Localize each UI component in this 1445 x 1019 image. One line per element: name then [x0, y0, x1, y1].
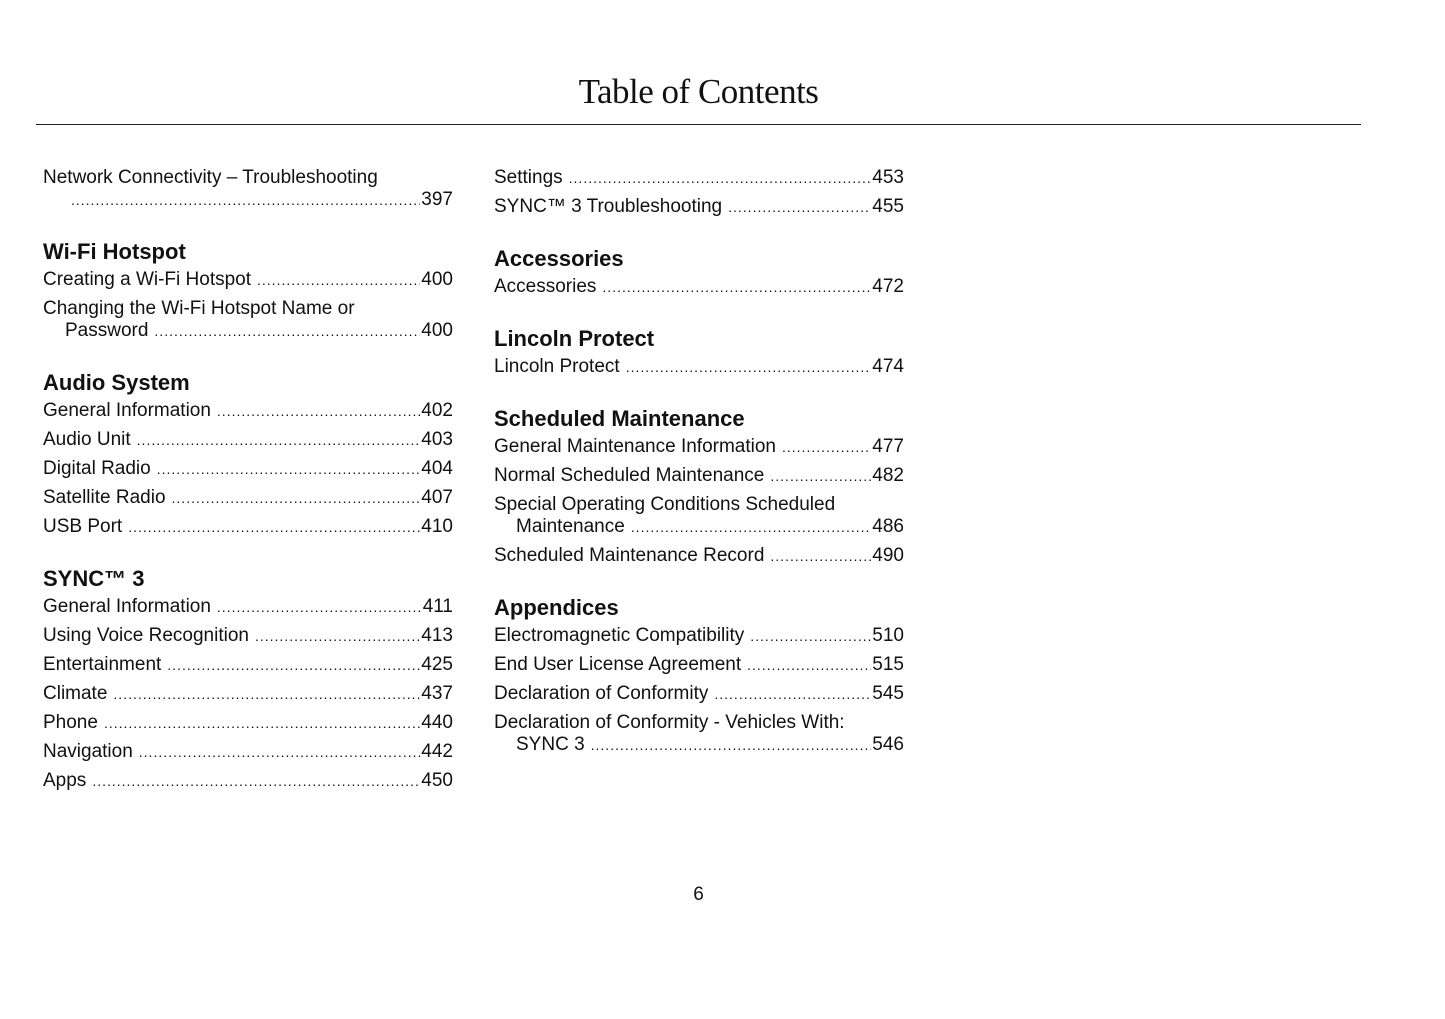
- toc-entry-label: SYNC™ 3 Troubleshooting: [494, 196, 723, 217]
- toc-entry-label: Creating a Wi-Fi Hotspot: [43, 269, 252, 290]
- toc-entry-label: Settings: [494, 167, 563, 188]
- toc-entry[interactable]: [43, 596, 453, 618]
- toc-section-wifi-hotspot: [43, 238, 453, 342]
- dot-leader: [591, 734, 872, 756]
- toc-entry[interactable]: [43, 458, 453, 480]
- dot-leader: [782, 436, 871, 458]
- dot-leader: [139, 741, 421, 763]
- toc-entry-page: 410: [421, 516, 453, 537]
- toc-entry-page: 437: [421, 683, 453, 704]
- toc-entry-label: Network Connectivity – Troubleshooting: [43, 167, 378, 188]
- toc-entry[interactable]: [494, 465, 904, 487]
- toc-entry-page: 404: [421, 458, 453, 479]
- toc-entry-page: 450: [421, 770, 453, 791]
- toc-entry-label: Digital Radio: [43, 458, 151, 479]
- toc-entry-label: Climate: [43, 683, 108, 704]
- toc-entry-label: Apps: [43, 770, 87, 791]
- dot-leader: [113, 683, 420, 705]
- toc-entry[interactable]: [43, 770, 453, 792]
- toc-entry[interactable]: [494, 356, 904, 378]
- dot-leader: [770, 545, 871, 567]
- dot-leader: [714, 683, 871, 705]
- toc-entry[interactable]: [494, 276, 904, 298]
- toc-section-appendices: [494, 594, 904, 756]
- toc-entry[interactable]: [43, 400, 453, 422]
- dot-leader: [569, 167, 872, 189]
- toc-section-sync-3: [43, 565, 453, 792]
- toc-entry-label: Audio Unit: [43, 429, 131, 450]
- dot-leader: [255, 625, 420, 647]
- toc-entry-label: Normal Scheduled Maintenance: [494, 465, 765, 486]
- dot-leader: [154, 320, 420, 342]
- toc-section-accessories: [494, 245, 904, 298]
- section-heading: Appendices: [494, 595, 619, 620]
- toc-section-audio-system: [43, 369, 453, 538]
- toc-entry-page: 482: [872, 465, 904, 486]
- toc-entry[interactable]: [43, 683, 453, 705]
- toc-entry-page: 545: [872, 683, 904, 704]
- toc-entry[interactable]: [494, 654, 904, 676]
- toc-entry-label: General Information: [43, 596, 211, 617]
- toc-entry-page: 472: [872, 276, 904, 297]
- toc-column-left: [43, 167, 453, 819]
- toc-entry-label: Phone: [43, 712, 98, 733]
- toc-entry[interactable]: [494, 167, 904, 189]
- toc-entry-page: 453: [872, 167, 904, 188]
- toc-entry[interactable]: [43, 654, 453, 676]
- section-heading: Accessories: [494, 246, 624, 271]
- toc-entry-label: End User License Agreement: [494, 654, 742, 675]
- dot-leader: [770, 465, 871, 487]
- toc-entry-page: 403: [421, 429, 453, 450]
- toc-entry-label-cont: Password: [65, 320, 149, 341]
- dot-leader: [167, 654, 420, 676]
- section-heading: Lincoln Protect: [494, 326, 655, 351]
- dot-leader: [631, 516, 872, 538]
- page-title: Table of Contents: [578, 72, 819, 111]
- toc-entry-page: 407: [421, 487, 453, 508]
- toc-entry-page: 486: [872, 516, 904, 537]
- toc-entry[interactable]: [43, 429, 453, 451]
- dot-leader: [257, 269, 420, 291]
- toc-section-lincoln-protect: [494, 325, 904, 378]
- toc-entry-label: Accessories: [494, 276, 597, 297]
- toc-entry-label-cont: SYNC 3: [516, 734, 585, 755]
- toc-entry-page: 490: [872, 545, 904, 566]
- toc-entry[interactable]: [43, 269, 453, 291]
- toc-entry[interactable]: [43, 625, 453, 647]
- toc-entry-page: 510: [872, 625, 904, 646]
- toc-entry-page: 440: [421, 712, 453, 733]
- toc-entry[interactable]: [494, 545, 904, 567]
- toc-entry[interactable]: [494, 683, 904, 705]
- toc-entry[interactable]: [43, 516, 453, 538]
- toc-entry[interactable]: [43, 167, 453, 211]
- dot-leader: [602, 276, 871, 298]
- dot-leader: [92, 770, 420, 792]
- toc-entry[interactable]: [494, 625, 904, 647]
- toc-entry[interactable]: [494, 196, 904, 218]
- toc-entry[interactable]: [43, 741, 453, 763]
- toc-entry-page: 411: [422, 596, 453, 617]
- dot-leader: [104, 712, 420, 734]
- toc-entry-page: 413: [421, 625, 453, 646]
- toc-entry-label: Declaration of Conformity - Vehicles With:: [494, 712, 845, 733]
- section-heading: Scheduled Maintenance: [494, 406, 745, 431]
- toc-entry-label: Changing the Wi-Fi Hotspot Name or: [43, 298, 355, 319]
- dot-leader: [157, 458, 421, 480]
- page-number: 6: [693, 884, 704, 905]
- toc-entry-page: 400: [421, 320, 453, 341]
- toc-entry-page: 425: [421, 654, 453, 675]
- toc-column-right: [494, 167, 904, 783]
- toc-entry-label: Lincoln Protect: [494, 356, 620, 377]
- dot-leader: [71, 189, 420, 211]
- toc-entry-page: 400: [421, 269, 453, 290]
- toc-entry[interactable]: [494, 712, 904, 756]
- dot-leader: [172, 487, 421, 509]
- dot-leader: [728, 196, 871, 218]
- toc-entry-page: 474: [872, 356, 904, 377]
- toc-entry-page: 442: [421, 741, 453, 762]
- toc-entry-label-cont: Maintenance: [516, 516, 625, 537]
- toc-entry-page: 515: [872, 654, 904, 675]
- dot-leader: [217, 596, 422, 618]
- toc-entry[interactable]: [494, 494, 904, 538]
- toc-section-scheduled-maintenance: [494, 405, 904, 567]
- toc-entry-label: Entertainment: [43, 654, 162, 675]
- toc-entry-page: 455: [872, 196, 904, 217]
- dot-leader: [128, 516, 420, 538]
- dot-leader: [217, 400, 420, 422]
- dot-leader: [626, 356, 872, 378]
- toc-entry-label: General Maintenance Information: [494, 436, 776, 457]
- toc-entry-page: 546: [872, 734, 904, 755]
- toc-entry-label: Special Operating Conditions Scheduled: [494, 494, 836, 515]
- toc-entry-page: 477: [872, 436, 904, 457]
- toc-entry-label: USB Port: [43, 516, 123, 537]
- dot-leader: [747, 654, 871, 676]
- toc-entry[interactable]: [43, 487, 453, 509]
- toc-entry-label: General Information: [43, 400, 211, 421]
- toc-entry-label: Satellite Radio: [43, 487, 166, 508]
- toc-entry-label: Using Voice Recognition: [43, 625, 249, 646]
- toc-entry-label: Declaration of Conformity: [494, 683, 709, 704]
- title-divider: [36, 124, 1361, 125]
- toc-entry[interactable]: [43, 298, 453, 342]
- dot-leader: [750, 625, 871, 647]
- section-heading: Wi-Fi Hotspot: [43, 239, 186, 264]
- dot-leader: [137, 429, 421, 451]
- toc-section-network: [43, 167, 453, 211]
- toc-entry-label: Navigation: [43, 741, 133, 762]
- section-heading: Audio System: [43, 370, 190, 395]
- toc-entry[interactable]: [43, 712, 453, 734]
- toc-entry-page: 397: [421, 189, 453, 210]
- toc-entry-label: Electromagnetic Compatibility: [494, 625, 745, 646]
- toc-entry-page: 402: [421, 400, 453, 421]
- toc-entry-label: Scheduled Maintenance Record: [494, 545, 765, 566]
- section-heading: SYNC™ 3: [43, 566, 145, 591]
- toc-section-sync-continued: [494, 167, 904, 218]
- toc-entry[interactable]: [494, 436, 904, 458]
